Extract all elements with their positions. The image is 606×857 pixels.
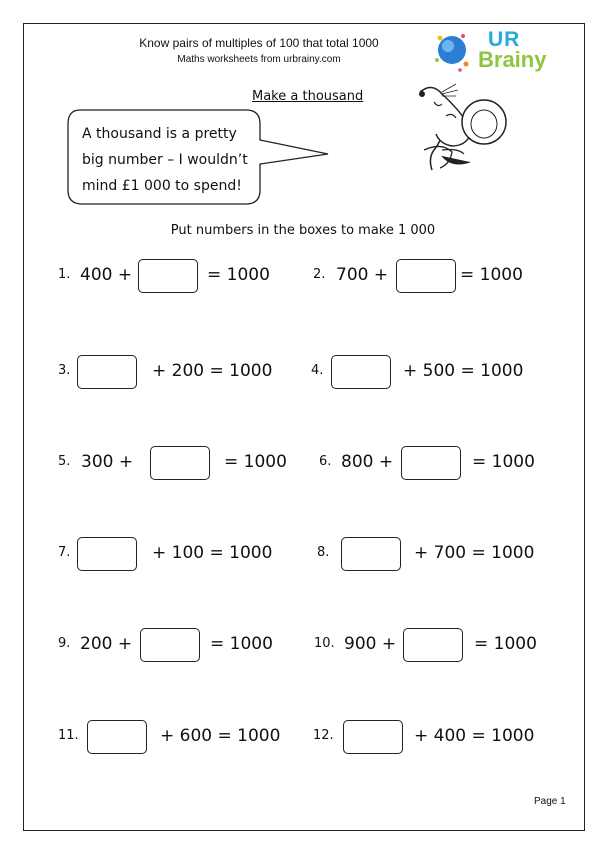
question-result: = 1000	[207, 265, 270, 285]
question-result: = 1000	[472, 452, 535, 472]
answer-box[interactable]	[331, 355, 391, 389]
logo-ur-text: UR	[488, 28, 521, 51]
question-result: = 1000	[224, 452, 287, 472]
question-known: 800 +	[341, 452, 394, 472]
speech-line: mind £1 000 to spend!	[82, 178, 242, 194]
answer-box[interactable]	[150, 446, 210, 480]
answer-box[interactable]	[403, 628, 463, 662]
question-known: + 100 = 1000	[152, 543, 273, 563]
header-subtitle: Maths worksheets from urbrainy.com	[177, 54, 341, 65]
question-number: 10.	[314, 636, 335, 651]
question-number: 1.	[58, 267, 71, 282]
question-number: 5.	[58, 454, 71, 469]
question-known: + 500 = 1000	[403, 361, 524, 381]
question-result: = 1000	[460, 265, 523, 285]
question-known: + 400 = 1000	[414, 726, 535, 746]
question-known: 200 +	[80, 634, 133, 654]
question-number: 12.	[313, 728, 334, 743]
answer-box[interactable]	[77, 537, 137, 571]
logo-brainy-text: Brainy	[478, 47, 547, 72]
answer-box[interactable]	[341, 537, 401, 571]
answer-box[interactable]	[87, 720, 147, 754]
mouse-illustration	[412, 80, 512, 180]
question-number: 3.	[58, 363, 71, 378]
answer-box[interactable]	[138, 259, 198, 293]
question-number: 8.	[317, 545, 330, 560]
answer-box[interactable]	[396, 259, 456, 293]
speech-text	[82, 121, 282, 199]
question-number: 11.	[58, 728, 79, 743]
question-known: + 700 = 1000	[414, 543, 535, 563]
answer-box[interactable]	[140, 628, 200, 662]
question-number: 2.	[313, 267, 326, 282]
question-known: + 600 = 1000	[160, 726, 281, 746]
question-known: 300 +	[81, 452, 134, 472]
speech-line: big number – I wouldn’t	[82, 152, 248, 168]
question-known: 900 +	[344, 634, 397, 654]
worksheet-title: Make a thousand	[252, 89, 364, 104]
question-result: = 1000	[474, 634, 537, 654]
answer-box[interactable]	[343, 720, 403, 754]
question-result: = 1000	[210, 634, 273, 654]
question-number: 7.	[58, 545, 71, 560]
answer-box[interactable]	[401, 446, 461, 480]
header-title: Know pairs of multiples of 100 that total 1000	[139, 36, 379, 50]
question-number: 6.	[319, 454, 332, 469]
page-number: Page 1	[534, 796, 566, 807]
speech-line: A thousand is a pretty	[82, 126, 237, 142]
question-number: 4.	[311, 363, 324, 378]
answer-box[interactable]	[77, 355, 137, 389]
question-number: 9.	[58, 636, 71, 651]
question-known: + 200 = 1000	[152, 361, 273, 381]
instruction-text: Put numbers in the boxes to make 1 000	[170, 223, 436, 238]
question-known: 700 +	[336, 265, 389, 285]
question-known: 400 +	[80, 265, 133, 285]
